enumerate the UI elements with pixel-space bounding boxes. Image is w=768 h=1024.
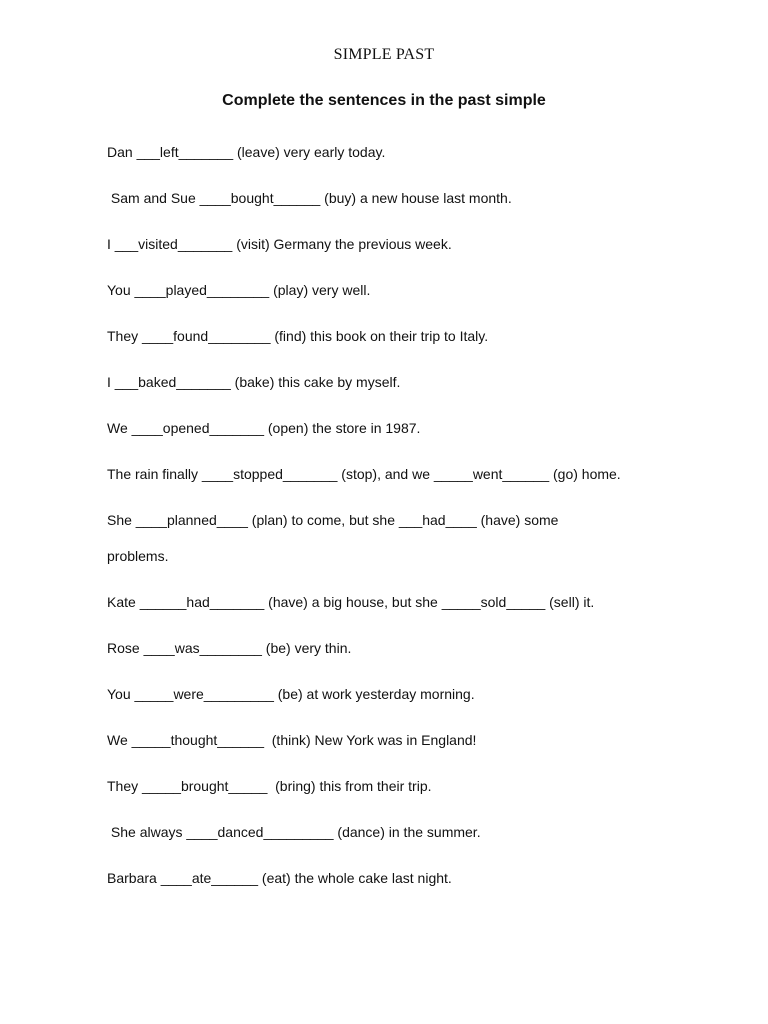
- sentence-line-9: She ____planned____ (plan) to come, but she ___had____ (have) some: [107, 512, 559, 528]
- sentence-line-9-continued: problems.: [107, 548, 169, 564]
- instructions-heading: Complete the sentences in the past simple: [222, 92, 546, 109]
- sentence-line-8: The rain finally ____stopped_______ (stop), and we _____went______ (go) home.: [107, 466, 621, 482]
- sentence-line-7: We ____opened_______ (open) the store in 1987.: [107, 420, 421, 436]
- sentence-line-11: Rose ____was________ (be) very thin.: [107, 640, 352, 656]
- sentence-line-14: They _____brought_____ (bring) this from their trip.: [107, 778, 432, 794]
- sentence-line-16: Barbara ____ate______ (eat) the whole cake last night.: [107, 870, 452, 886]
- sentence-line-10: Kate ______had_______ (have) a big house, but she _____sold_____ (sell) it.: [107, 594, 595, 610]
- sentence-line-1: Dan ___left_______ (leave) very early today.: [107, 144, 386, 160]
- page-title: SIMPLE PAST: [333, 46, 435, 63]
- sentence-line-12: You _____were_________ (be) at work yesterday morning.: [107, 686, 475, 702]
- sentence-line-5: They ____found________ (find) this book on their trip to Italy.: [107, 328, 489, 344]
- sentence-line-15: She always ____danced_________ (dance) in the summer.: [107, 824, 481, 840]
- sentence-line-3: I ___visited_______ (visit) Germany the previous week.: [107, 236, 452, 252]
- sentence-line-4: You ____played________ (play) very well.: [107, 282, 371, 298]
- sentence-line-13: We _____thought______ (think) New York was in England!: [107, 732, 477, 748]
- sentence-line-2: Sam and Sue ____bought______ (buy) a new house last month.: [107, 190, 512, 206]
- sentence-line-6: I ___baked_______ (bake) this cake by myself.: [107, 374, 401, 390]
